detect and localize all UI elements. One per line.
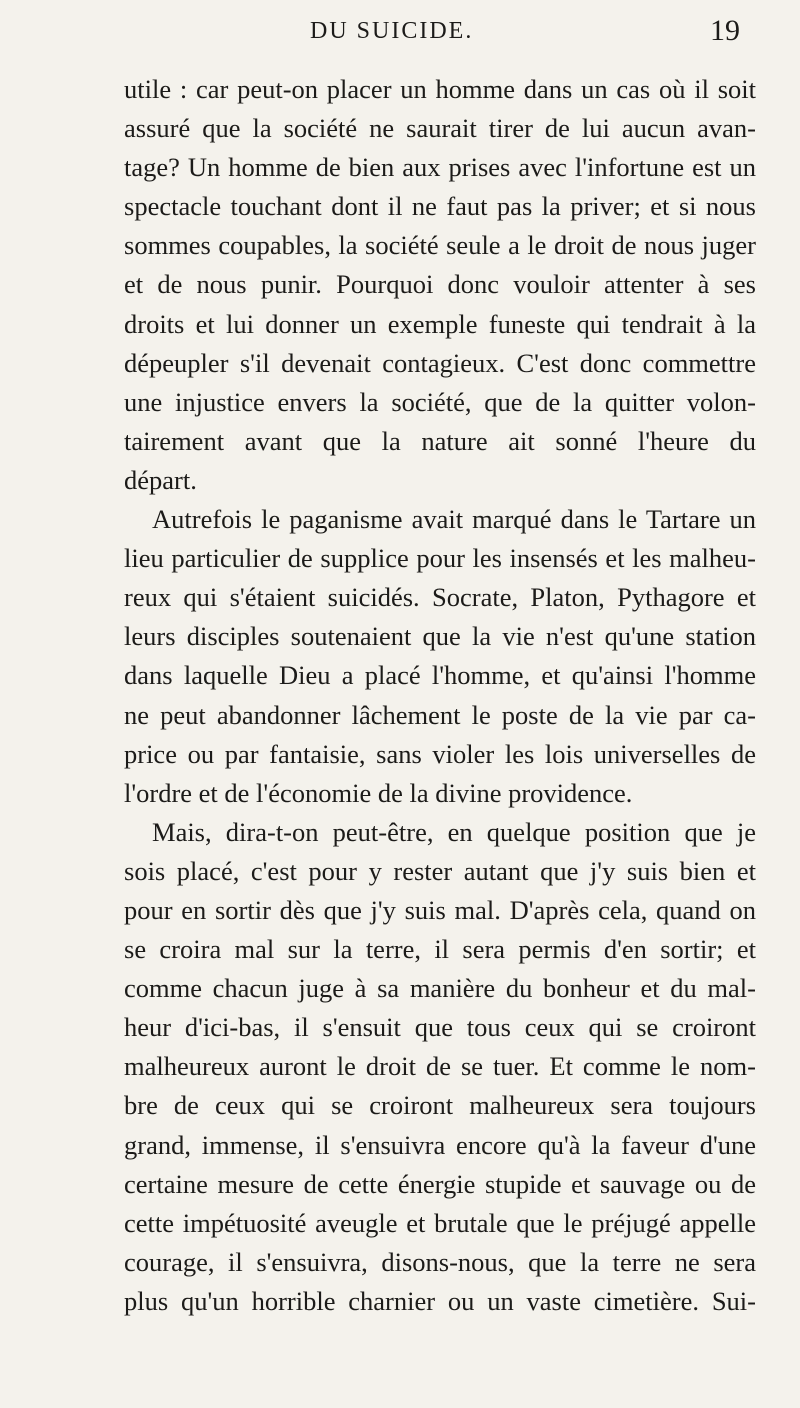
text-line: tage? Un homme de bien aux prises avec l'infortune est un <box>124 152 756 183</box>
text-line: Autrefois le paganisme avait marqué dans le Tartare un <box>152 504 756 535</box>
text-line: lieu particulier de supplice pour les insensés et les malheu- <box>124 543 756 574</box>
text-line: assuré que la société ne saurait tirer de lui aucun avan- <box>124 113 756 144</box>
text-line: grand, immense, il s'ensuivra encore qu'à la faveur d'une <box>124 1129 756 1160</box>
text-line: spectacle touchant dont il ne faut pas la priver; et si nous <box>124 191 756 222</box>
text-line: dans laquelle Dieu a placé l'homme, et qu'ainsi l'homme <box>124 660 756 691</box>
text-line: droits et lui donner un exemple funeste qui tendrait à la <box>124 308 756 339</box>
text-line: une injustice envers la société, que de la quitter volon- <box>124 386 756 417</box>
text-line: certaine mesure de cette énergie stupide et sauvage ou de <box>124 1168 756 1199</box>
text-line: se croira mal sur la terre, il sera permis d'en sortir; et <box>124 934 756 965</box>
text-line: heur d'ici-bas, il s'ensuit que tous ceux qui se croiront <box>124 1012 756 1043</box>
page-number: 19 <box>710 14 740 47</box>
text-line: tairement avant que la nature ait sonné l'heure du <box>124 425 756 456</box>
text-line: leurs disciples soutenaient que la vie n'est qu'une station <box>124 621 756 652</box>
text-line: cette impétuosité aveugle et brutale que le préjugé appelle <box>124 1207 756 1238</box>
text-line: et de nous punir. Pourquoi donc vouloir attenter à ses <box>124 269 756 300</box>
text-line: ne peut abandonner lâchement le poste de la vie par ca- <box>124 699 756 730</box>
text-line: courage, il s'ensuivra, disons-nous, que la terre ne sera <box>124 1246 756 1277</box>
text-line: comme chacun juge à sa manière du bonheur et du mal- <box>124 973 756 1004</box>
text-line: malheureux auront le droit de se tuer. Et comme le nom- <box>124 1051 756 1082</box>
text-line: price ou par fantaisie, sans violer les lois universelles de <box>124 738 756 769</box>
text-line: dépeupler s'il devenait contagieux. C'est donc commettre <box>124 347 756 378</box>
running-title: DU SUICIDE. <box>310 18 474 44</box>
text-line: départ. <box>124 464 197 495</box>
text-line: reux qui s'étaient suicidés. Socrate, Platon, Pythagore et <box>124 582 756 613</box>
running-head <box>0 14 800 54</box>
text-line: Mais, dira-t-on peut-être, en quelque position que je <box>152 816 756 847</box>
text-line: sois placé, c'est pour y rester autant que j'y suis bien et <box>124 855 756 886</box>
text-line: sommes coupables, la société seule a le droit de nous juger <box>124 230 756 261</box>
text-line: pour en sortir dès que j'y suis mal. D'après cela, quand on <box>124 894 756 925</box>
text-line: bre de ceux qui se croiront malheureux sera toujours <box>124 1090 756 1121</box>
body-text <box>124 70 756 1321</box>
text-line: plus qu'un horrible charnier ou un vaste cimetière. Sui- <box>124 1285 756 1316</box>
text-line: utile : car peut-on placer un homme dans un cas où il soit <box>124 74 756 104</box>
text-line: l'ordre et de l'économie de la divine providence. <box>124 777 633 808</box>
